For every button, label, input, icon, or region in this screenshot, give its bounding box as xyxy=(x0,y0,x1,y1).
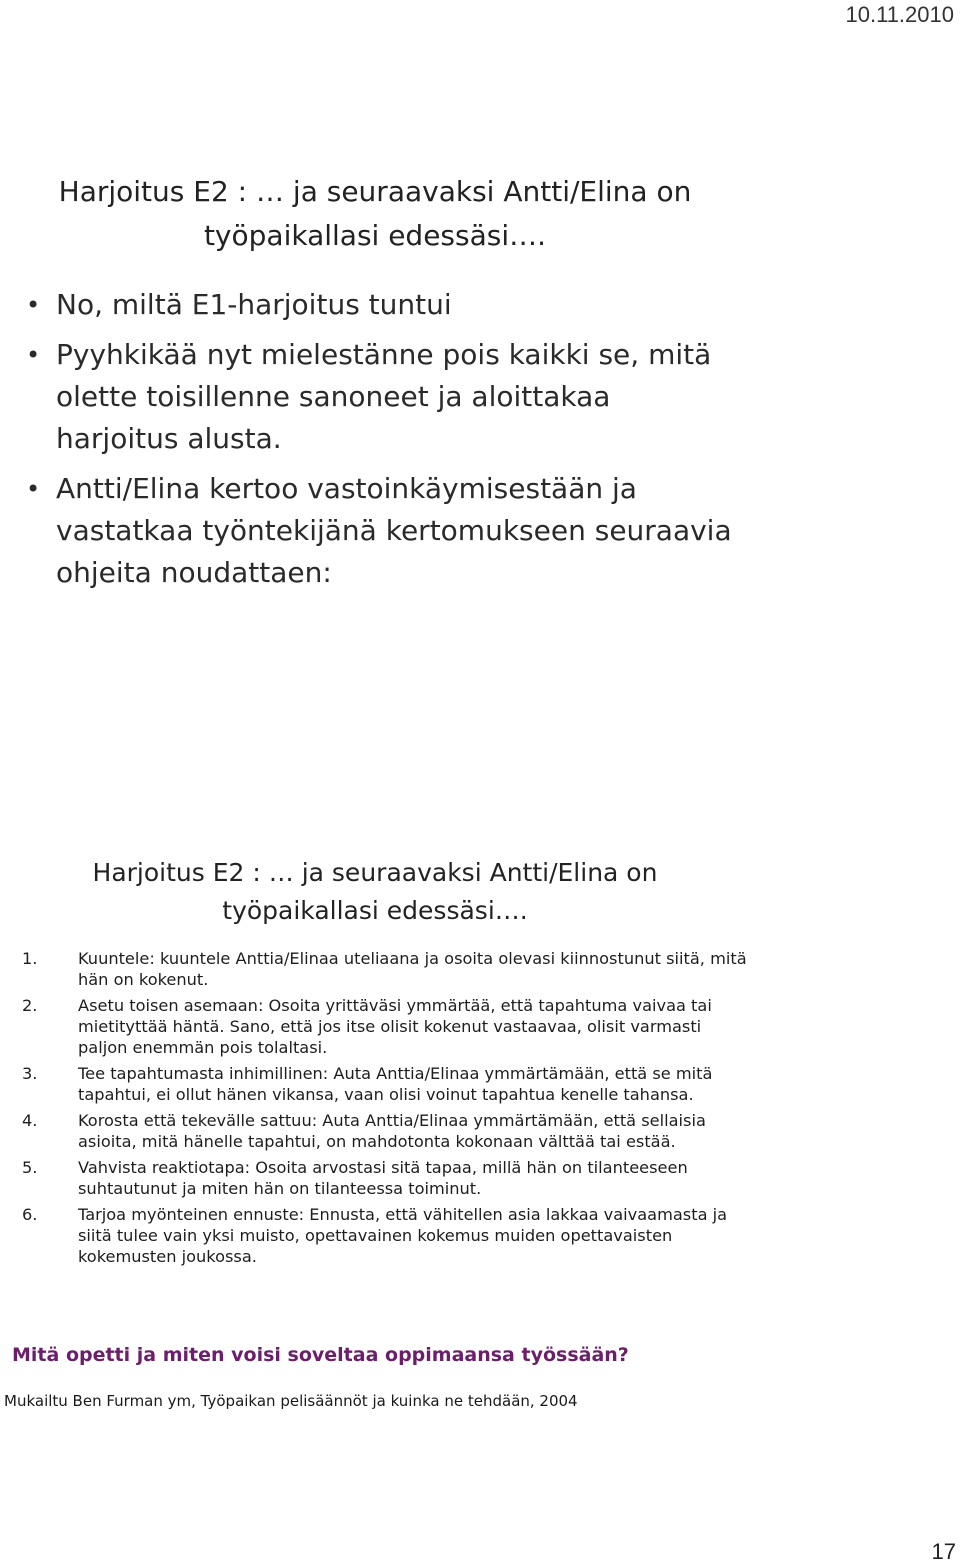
slide1-bullet-item xyxy=(20,284,740,326)
item-text: Asetu toisen asemaan: Osoita yrittäväsi ymmärtää, että tapahtuma vaivaa tai mietityttää häntä. Sano, että jos itse olisit kokenut vastaavaa, olisit varmasti paljon enemmän pois tolaltasi. xyxy=(78,996,712,1057)
slide2-title-line2: työpaikallasi edessäsi…. xyxy=(222,896,528,925)
slide2-title xyxy=(60,854,690,930)
slide2-list-item xyxy=(20,1204,750,1267)
slide1-bullet-text: Pyyhkikää nyt mielestänne pois kaikki se, mitä olette toisillenne sanoneet ja aloittakaa harjoitus alusta. xyxy=(56,338,712,455)
slide1-bullet-item xyxy=(20,334,740,460)
slide2-list-item xyxy=(20,948,750,990)
bullet-icon: • xyxy=(26,341,41,369)
item-number: 1. xyxy=(22,949,38,968)
item-number: 4. xyxy=(22,1111,38,1130)
slide2-list-item xyxy=(20,1110,750,1152)
slide2-numbered-list xyxy=(20,948,750,1272)
item-number: 6. xyxy=(22,1205,38,1224)
slide1-bullet-text: No, miltä E1-harjoitus tuntui xyxy=(56,288,452,321)
bullet-icon: • xyxy=(26,291,41,319)
item-number: 2. xyxy=(22,996,38,1015)
item-text: Korosta että tekevälle sattuu: Auta Anttia/Elinaa ymmärtämään, että sellaisia asioita, mitä hänelle tapahtui, on mahdotonta kokonaan välttää tai estää. xyxy=(78,1111,706,1151)
item-number: 5. xyxy=(22,1158,38,1177)
bullet-icon: • xyxy=(26,475,41,503)
item-text: Tarjoa myönteinen ennuste: Ennusta, että vähitellen asia lakkaa vaivaamasta ja siitä tulee vain yksi muisto, opettavainen kokemus muiden opettavaisten kokemusten joukossa. xyxy=(78,1205,728,1266)
item-number: 3. xyxy=(22,1064,38,1083)
slide2-list-item xyxy=(20,1063,750,1105)
item-text: Kuuntele: kuuntele Anttia/Elinaa uteliaana ja osoita olevasi kiinnostunut siitä, mitä hän on kokenut. xyxy=(78,949,747,989)
slide2-list-item xyxy=(20,1157,750,1199)
page-number: 17 xyxy=(931,1539,956,1564)
slide1-bullet-item xyxy=(20,468,740,594)
reflection-question: Mitä opetti ja miten voisi soveltaa oppimaansa työssään? xyxy=(12,1344,629,1366)
item-text: Tee tapahtumasta inhimillinen: Auta Anttia/Elinaa ymmärtämään, että se mitä tapahtui, ei ollut hänen vikansa, vaan olisi voinut tapahtua kenelle tahansa. xyxy=(78,1064,713,1104)
item-text: Vahvista reaktiotapa: Osoita arvostasi sitä tapaa, millä hän on tilanteeseen suhtautunut ja miten hän on tilanteessa toiminut. xyxy=(78,1158,688,1198)
slide1-bullet-text: Antti/Elina kertoo vastoinkäymisestään ja vastatkaa työntekijänä kertomukseen seuraavia ohjeita noudattaen: xyxy=(56,472,732,589)
slide1-title xyxy=(40,170,710,258)
slide2-title-line1: Harjoitus E2 : … ja seuraavaksi Antti/Elina on xyxy=(92,858,658,887)
slide1-title-line1: Harjoitus E2 : … ja seuraavaksi Antti/Elina on xyxy=(58,175,692,208)
slide1-title-line2: työpaikallasi edessäsi…. xyxy=(203,219,547,252)
source-citation: Mukailtu Ben Furman ym, Työpaikan pelisäännöt ja kuinka ne tehdään, 2004 xyxy=(4,1392,578,1410)
slide2-list-item xyxy=(20,995,750,1058)
header-date: 10.11.2010 xyxy=(845,2,954,27)
slide1-bullet-list xyxy=(20,284,740,602)
